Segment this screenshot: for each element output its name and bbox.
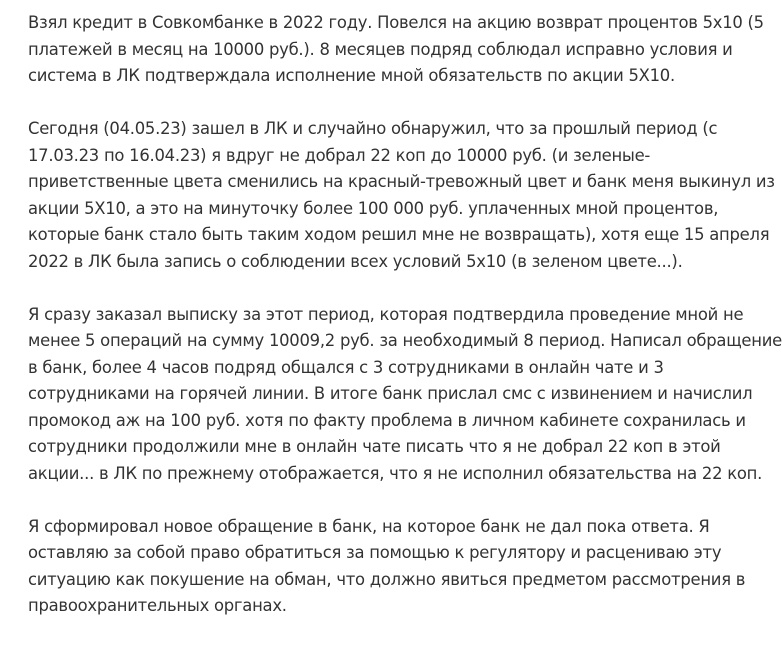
text-line: приветственные цвета сменились на красный-тревожный цвет и банк меня выкинул из <box>28 172 775 191</box>
text-line: Взял кредит в Совкомбанке в 2022 году. Повелся на акцию возврат процентов 5х10 (5 <box>28 13 764 32</box>
text-line: сотрудниками на горячей линии. В итоге банк прислал смс с извинением и начислил <box>28 384 753 403</box>
text-line: менее 5 операций на сумму 10009,2 руб. за необходимый 8 период. Написал обращение <box>28 331 782 350</box>
text-line: Я сформировал новое обращение в банк, на которое банк не дал пока ответа. Я <box>28 516 710 536</box>
text-line: правоохранительных органах. <box>28 596 287 615</box>
text-line: которые банк стало быть таким ходом решил мне не возвращать), хотя еще 15 апреля <box>28 225 770 244</box>
paragraph <box>28 10 764 90</box>
text-line: система в ЛК подтверждала исполнение мной обязательств по акции 5Х10. <box>28 66 675 85</box>
text-line: оставляю за собой право обратиться за помощью к регулятору и расцениваю эту <box>28 543 722 562</box>
text-line: в банк, более 4 часов подряд общался с 3 сотрудниками в онлайн чате и 3 <box>28 357 664 377</box>
text-line: Я сразу заказал выписку за этот период, которая подтвердила проведение мной не <box>28 304 744 324</box>
text-line: сотрудники продолжили мне в онлайн чате писать что я не добрал 22 коп в этой <box>28 437 721 456</box>
paragraph <box>28 302 782 488</box>
text-line: 17.03.23 по 16.04.23) я вдруг не добрал 22 коп до 10000 руб. (и зеленые- <box>28 145 651 165</box>
text-line: платежей в месяц на 10000 руб.). 8 месяцев подряд соблюдал исправно условия и <box>28 39 733 59</box>
post-body <box>28 10 782 646</box>
paragraph <box>28 116 775 275</box>
text-line: акции... в ЛК по прежнему отображается, что я не исполнил обязательства на 22 коп. <box>28 463 763 483</box>
text-line: промокод аж на 100 руб. хотя по факту проблема в личном кабинете сохранилась и <box>28 410 746 430</box>
paragraph <box>28 514 746 620</box>
text-line: 2022 в ЛК была запись о соблюдении всех условий 5х10 (в зеленом цвете...). <box>28 251 683 271</box>
text-line: ситуацию как покушение на обман, что должно явиться предметом рассмотрения в <box>28 569 746 589</box>
text-line: Сегодня (04.05.23) зашел в ЛК и случайно обнаружил, что за прошлый период (с <box>28 119 718 138</box>
text-line: акции 5Х10, а это на минуточку более 100 000 руб. уплаченных мной процентов, <box>28 198 719 218</box>
